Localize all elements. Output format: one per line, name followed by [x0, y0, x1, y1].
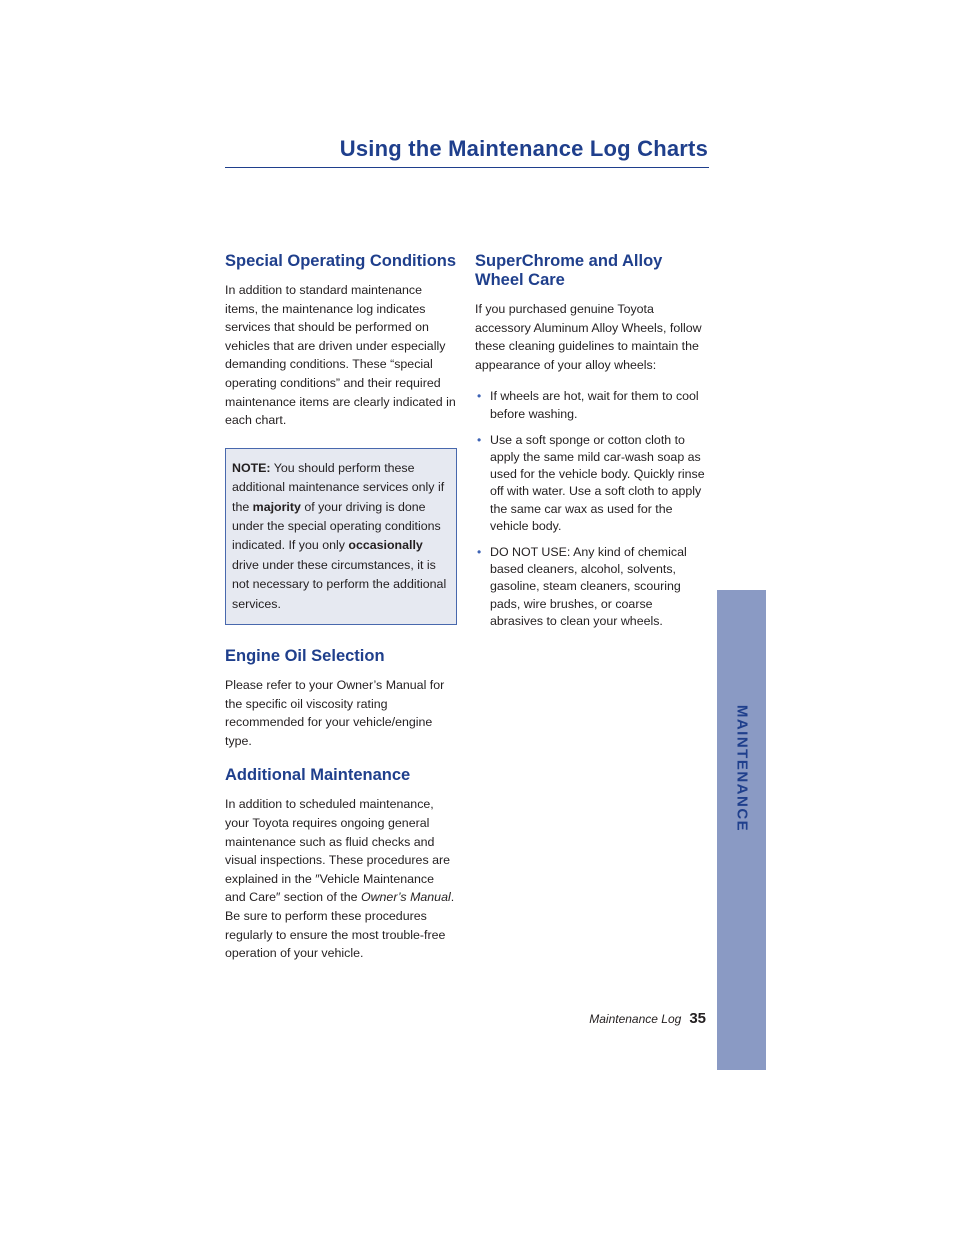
note-label: NOTE:: [232, 460, 271, 475]
note-text: NOTE: You should perform these additional maintenance services only if the majority of your driving is done under the special operating conditions indicated. If you only occasionally drive under these circumstances, it is not necessary to perform the additional services.: [232, 460, 447, 611]
engine-oil-body: Please refer to your Owner’s Manual for the specific oil viscosity rating recommended for your vehicle/engine type.: [225, 678, 445, 748]
bullet-icon: •: [477, 389, 482, 404]
title-rule: [225, 167, 709, 168]
wheel-care-intro: If you purchased genuine Toyota accessory Aluminum Alloy Wheels, follow these cleaning guidelines to maintain the appearance of your alloy wheels:: [475, 302, 702, 372]
wheel-care-heading: SuperChrome and Alloy Wheel Care: [475, 252, 663, 289]
left-column: [225, 252, 457, 963]
additional-maintenance-heading: Additional Maintenance: [225, 766, 411, 785]
special-operating-section: [225, 252, 457, 430]
list-item: • Use a soft sponge or cotton cloth to apply the same mild car-wash soap as used for the vehicle body. Quickly rinse off with water. Use a soft cloth to apply the same car wax as used for the vehicle body.: [477, 432, 705, 533]
additional-maintenance-body: In addition to scheduled maintenance, your Toyota requires ongoing general maintenance such as fluid checks and visual inspections. These procedures are explained in the ″Vehicle Maintenance and Care″ section of the Owner’s Manual. Be sure to perform these procedures regularly to ensure the most trouble-free operation of your vehicle.: [225, 797, 455, 961]
side-tab-maintenance: [717, 590, 766, 1070]
page-title: Using the Maintenance Log Charts: [339, 136, 708, 161]
engine-oil-section: [225, 647, 457, 750]
footer-label: Maintenance Log: [589, 1012, 682, 1026]
special-operating-heading: Special Operating Conditions: [225, 252, 457, 270]
bullet-icon: •: [477, 432, 482, 447]
engine-oil-heading: Engine Oil Selection: [225, 647, 385, 665]
side-tab-label: MAINTENANCE: [733, 704, 750, 833]
bullet-icon: •: [477, 545, 482, 559]
wheel-care-list: [475, 388, 707, 630]
special-operating-body: In addition to standard maintenance items, the maintenance log indicates services that should be performed on vehicles that are driven under especially demanding conditions. These “special operating conditions” and their required maintenance items are clearly indicated in each chart.: [225, 283, 456, 428]
note-emphasis-majority: majority: [252, 499, 301, 514]
list-item: • DO NOT USE: Any kind of chemical based cleaners, alcohol, solvents, gasoline, steam cleaners, scouring pads, wire brushes, or coarse abrasives to clean your wheels.: [477, 545, 687, 628]
owners-manual-reference: Owner’s Manual: [360, 890, 451, 905]
page-number: 35: [689, 1010, 706, 1027]
right-column: [475, 252, 707, 639]
page-footer: [589, 1010, 706, 1027]
list-item: • If wheels are hot, wait for them to cool before washing.: [477, 389, 699, 421]
note-emphasis-occasionally: occasionally: [348, 538, 423, 553]
note-box: [225, 448, 457, 625]
additional-maintenance-section: [225, 766, 457, 962]
wheel-care-section: [475, 252, 707, 630]
